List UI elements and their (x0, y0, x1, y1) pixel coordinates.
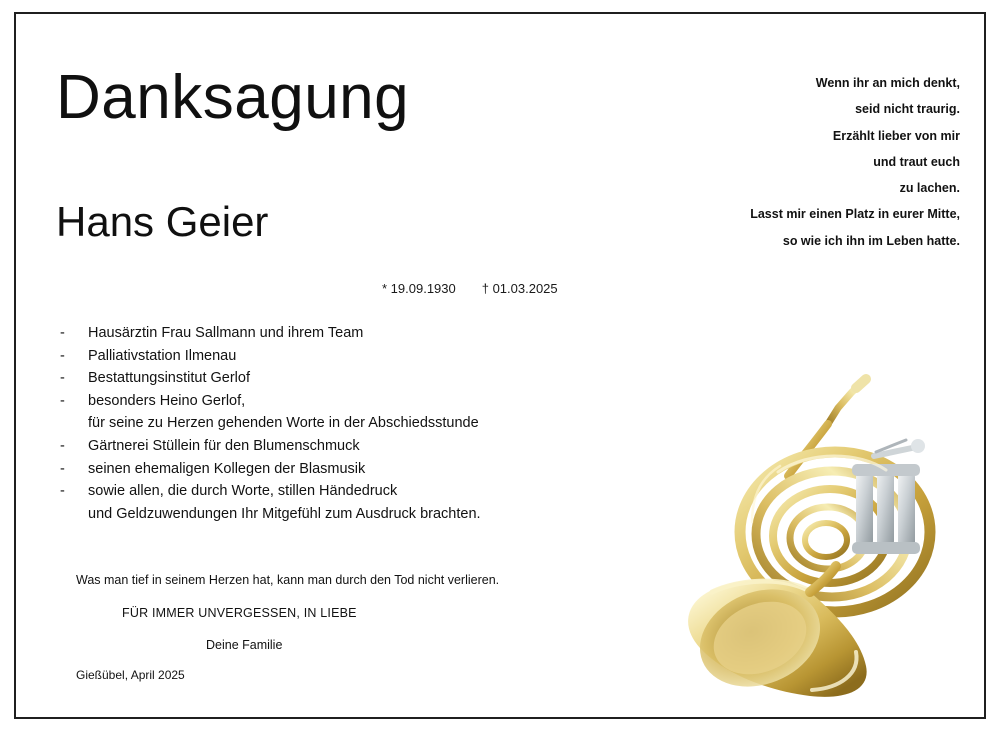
poem-line: zu lachen. (899, 181, 960, 195)
closing-block (76, 570, 676, 652)
place-and-date: Gießübel, April 2025 (76, 668, 185, 682)
list-item-label: Bestattungsinstitut Gerlof (88, 370, 250, 387)
list-item (60, 480, 680, 503)
poem-line: und traut euch (873, 154, 960, 169)
poem-line: seid nicht traurig. (855, 102, 960, 117)
poem-line: Erzählt lieber von mir (832, 128, 960, 143)
list-bullet: - (60, 438, 65, 455)
list-item-label: seinen ehemaligen Kollegen der Blasmusik (88, 460, 366, 477)
death-date: † 01.03.2025 (481, 281, 558, 296)
list-item-label: Palliativstation Ilmenau (88, 347, 237, 364)
closing-signature: Deine Familie (206, 638, 283, 652)
thanks-list (60, 322, 680, 525)
memorial-poem (620, 70, 960, 254)
birth-date: * 19.09.1930 (382, 281, 456, 296)
closing-caps-line: FÜR IMMER UNVERGESSEN, IN LIEBE (122, 606, 357, 620)
life-dates (382, 281, 558, 296)
list-item (60, 345, 680, 368)
list-bullet: - (60, 460, 65, 477)
list-item-continuation: und Geldzuwendungen Ihr Mitgefühl zum Ausdruck brachten. (88, 505, 481, 522)
list-item-label: sowie allen, die durch Worte, stillen Händedruck (88, 483, 398, 500)
closing-quote: Was man tief in seinem Herzen hat, kann man durch den Tod nicht verlieren. (76, 573, 500, 587)
list-bullet: - (60, 370, 65, 387)
poem-line: so wie ich ihn im Leben hatte. (782, 233, 960, 248)
list-item-continuation: für seine zu Herzen gehenden Worte in der Abschiedsstunde (88, 415, 479, 432)
list-item (60, 390, 680, 413)
list-item-label: Gärtnerei Stüllein für den Blumenschmuck (88, 438, 360, 455)
list-bullet: - (60, 483, 65, 500)
list-bullet: - (60, 347, 65, 364)
list-item (60, 322, 680, 345)
page-title: Danksagung (56, 63, 410, 132)
poem-line: Lasst mir einen Platz in eurer Mitte, (750, 207, 960, 222)
list-item-label: Hausärztin Frau Sallmann und ihrem Team (88, 325, 364, 341)
list-item (60, 367, 680, 390)
list-item-label: besonders Heino Gerlof, (88, 392, 246, 409)
horn-bell (685, 572, 866, 700)
list-item (60, 435, 680, 458)
list-bullet: - (60, 325, 65, 341)
list-item (60, 458, 680, 481)
list-bullet: - (60, 392, 65, 409)
deceased-name: Hans Geier (56, 198, 269, 245)
poem-line: Wenn ihr an mich denkt, (815, 76, 960, 90)
french-horn-image (660, 352, 990, 700)
